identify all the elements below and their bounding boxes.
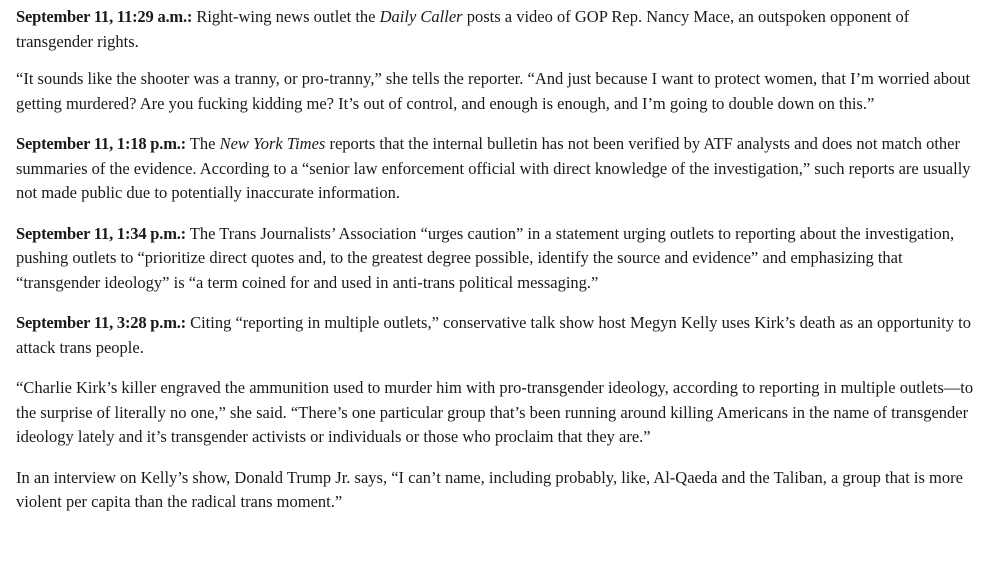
article-body bbox=[16, 5, 986, 531]
entry-text: The bbox=[185, 134, 220, 153]
timestamp: September 11, 3:28 p.m.: bbox=[16, 313, 186, 332]
paragraph-trump-jr bbox=[16, 466, 986, 515]
timeline-entry-1129 bbox=[16, 5, 986, 54]
entry-text: Citing “reporting in multiple outlets,” conservative talk show host Megyn Kelly uses Kirk’s death as an opportunity to attack trans people. bbox=[16, 313, 971, 357]
paragraph-text: In an interview on Kelly’s show, Donald Trump Jr. says, “I can’t name, including probably, like, Al-Qaeda and the Taliban, a group that is more violent per capita than the radical trans moment.” bbox=[16, 467, 963, 511]
timestamp: September 11, 1:34 p.m.: bbox=[16, 223, 186, 243]
timestamp: September 11, 1:18 p.m.: bbox=[16, 134, 186, 153]
timeline-entry-134 bbox=[16, 222, 986, 296]
quote-text: “It sounds like the shooter was a tranny, or pro-tranny,” she tells the reporter. “And just because I want to protect women, that I’m worried about getting murdered? Are you fucking kidding me? It’s out of control, and enough is enough, and I’m going to double down on this.” bbox=[16, 69, 971, 113]
quote-paragraph-kelly bbox=[16, 376, 986, 450]
timeline-entry-118 bbox=[16, 132, 986, 206]
entry-text: reports that the internal bulletin has not been verified by ATF analysts and does not match other summaries of the evidence. According to a “senior law enforcement official with direct knowledge of the investigation,” such reports are usually not made public due to potentially inaccurate information. bbox=[16, 134, 971, 202]
entry-text: posts a video of GOP Rep. Nancy Mace, an outspoken opponent of transgender rights. bbox=[16, 7, 910, 51]
entry-text: The Trans Journalists’ Association “urges caution” in a statement urging outlets to reporting about the investigation, pushing outlets to “prioritize direct quotes and, to the greatest degree possible, identify the source and evidence” and emphasizing that “transgender ideology” is “a term coined for and used in anti-trans political messaging.” bbox=[16, 223, 955, 292]
entry-text: Right-wing news outlet the bbox=[192, 7, 380, 26]
publication-name: Daily Caller bbox=[379, 7, 463, 26]
timestamp: September 11, 11:29 a.m.: bbox=[16, 7, 193, 26]
quote-text: “Charlie Kirk’s killer engraved the ammunition used to murder him with pro-transgender ideology, according to reporting in multiple outlets—to the surprise of literally no one,” she said. “There’s one particular group that’s been running around killing Americans in the name of transgender ideology lately and it’s transgender activists or individuals or those who proclaim that they are.” bbox=[16, 378, 974, 446]
timeline-entry-328 bbox=[16, 311, 986, 360]
publication-name: New York Times bbox=[219, 134, 326, 153]
quote-paragraph-mace bbox=[16, 67, 986, 116]
